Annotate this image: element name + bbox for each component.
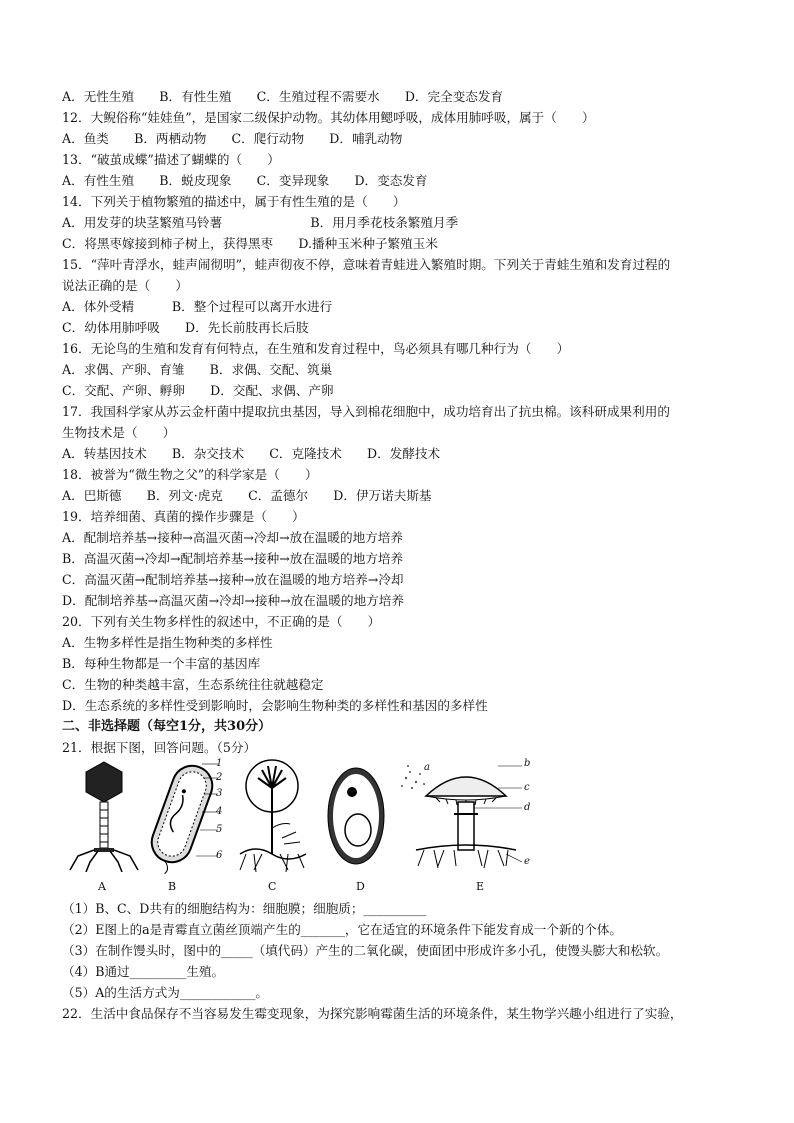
q15-stem: 15．“萍叶青浮水，蛙声闹彻明”，蛙声彻夜不停，意味着青蛙进入繁殖时期。下列关于青蛙生殖和发育过程的 — [62, 257, 671, 272]
q16-options-cd: C．交配、产卵、孵卵 D．交配、求偶、产卵 — [62, 383, 334, 398]
q21-item-1: （1）B、C、D共有的细胞结构为：细胞膜；细胞质；__________ — [62, 901, 427, 916]
q21-item-4: （4）B通过_________生殖。 — [62, 964, 225, 979]
q22-stem: 22．生活中食品保存不当容易发生霉变现象，为探究影响霉菌生活的环境条件，某生物学兴趣小组进行了实验， — [62, 1006, 683, 1021]
q21-item-3: （3）在制作馒头时，图中的_____（填代码）产生的二氧化碳，使面团中形成许多小孔，使馒头膨大和松软。 — [62, 943, 669, 958]
q20-stem: 20．下列有关生物多样性的叙述中，不正确的是（ ） — [62, 614, 381, 629]
q11-options: A．无性生殖 B．有性生殖 C．生殖过程不需要水 D．完全变态发育 — [62, 89, 504, 104]
caption-d: D — [356, 880, 365, 893]
q20-option-c: C．生物的种类越丰富，生态系统往往就越稳定 — [62, 677, 324, 692]
caption-a: A — [98, 880, 106, 893]
q21-item-2: （2）E图上的a是青霉直立菌丝顶端产生的_______，它在适宜的环境条件下能发育成一个新的个体。 — [62, 922, 622, 937]
b-label-4: 4 — [216, 806, 223, 817]
b-label-2: 2 — [216, 772, 223, 783]
q21-intro: 21．根据下图，回答问题。（5分） — [62, 740, 257, 755]
q19-option-a: A．配制培养基→接种→高温灭菌→冷却→放在温暖的地方培养 — [62, 530, 403, 545]
q12-stem: 12．大鲵俗称“娃娃鱼”，是国家二级保护动物。其幼体用鳃呼吸，成体用肺呼吸，属于（ ） — [62, 110, 595, 125]
q15-stem-cont: 说法正确的是（ ） — [62, 278, 188, 293]
q17-stem-cont: 生物技术是（ ） — [62, 425, 176, 440]
e-label-e: e — [524, 856, 530, 867]
q20-option-d: D．生态系统的多样性受到影响时，会影响生物种类的多样性和基因的多样性 — [62, 698, 488, 713]
q21-item-5: （5）A的生活方式为____________。 — [62, 985, 269, 1000]
e-label-b: b — [524, 758, 531, 769]
b-label-1: 1 — [216, 758, 223, 769]
q12-options: A．鱼类 B．两栖动物 C．爬行动物 D．哺乳动物 — [62, 131, 403, 146]
q14-options-ab: A．用发芽的块茎繁殖马铃薯 B．用月季花枝条繁殖月季 — [62, 215, 459, 230]
e-label-c: c — [524, 782, 530, 793]
q14-stem: 14．下列关于植物繁殖的描述中，属于有性生殖的是（ ） — [62, 194, 406, 209]
q19-option-b: B．高温灭菌→冷却→配制培养基→接种→放在温暖的地方培养 — [62, 551, 404, 566]
q17-stem: 17．我国科学家从苏云金杆菌中提取抗虫基因，导入到棉花细胞中，成功培育出了抗虫棉。该科研成果利用的 — [62, 404, 670, 419]
q20-option-a: A．生物多样性是指生物种类的多样性 — [62, 635, 273, 650]
e-label-d: d — [524, 802, 531, 813]
caption-c: C — [268, 880, 277, 893]
bacterium-illustration — [146, 756, 226, 876]
e-label-a: a — [424, 762, 430, 773]
caption-e: E — [476, 880, 485, 893]
q13-stem: 13．“破茧成蝶”描述了蝴蝶的（ ） — [62, 152, 280, 167]
q20-option-b: B．每种生物都是一个丰富的基因库 — [62, 656, 261, 671]
q19-stem: 19．培养细菌、真菌的操作步骤是（ ） — [62, 509, 305, 524]
caption-b: B — [168, 880, 177, 893]
q21-figure — [62, 756, 542, 896]
q16-stem: 16．无论鸟的生殖和发育有何特点，在生殖和发育过程中，鸟必须具有哪几种行为（ ） — [62, 341, 570, 356]
q17-options: A．转基因技术 B．杂交技术 C．克隆技术 D．发酵技术 — [62, 446, 441, 461]
b-label-5: 5 — [216, 824, 223, 835]
q13-options: A．有性生殖 B．蜕皮现象 C．变异现象 D．变态发育 — [62, 173, 428, 188]
q15-options-ab: A．体外受精 B．整个过程可以离开水进行 — [62, 299, 333, 314]
penicillium-illustration — [232, 758, 312, 874]
yeast-illustration — [324, 764, 388, 868]
b-label-3: 3 — [216, 788, 223, 799]
q19-option-c: C．高温灭菌→配制培养基→接种→放在温暖的地方培养→冷却 — [62, 572, 404, 587]
q18-options: A．巴斯德 B．列文·虎克 C．孟德尔 D．伊万诺夫斯基 — [62, 488, 432, 503]
q15-options-cd: C．幼体用肺呼吸 D．先长前肢再长后肢 — [62, 320, 309, 335]
b-label-6: 6 — [216, 850, 223, 861]
q14-options-cd: C．将黑枣嫁接到柿子树上，获得黑枣 D.播种玉米种子繁殖玉米 — [62, 236, 438, 251]
q16-options-ab: A．求偶、产卵、育雏 B．求偶、交配、筑巢 — [62, 362, 333, 377]
mushroom-illustration — [396, 758, 536, 874]
q19-option-d: D．配制培养基→高温灭菌→冷却→接种→放在温暖的地方培养 — [62, 593, 404, 608]
q18-stem: 18．被誉为“微生物之父”的科学家是（ ） — [62, 467, 318, 482]
section-title: 二、非选择题（每空1分，共30分） — [62, 719, 272, 734]
virus-illustration — [64, 760, 144, 872]
